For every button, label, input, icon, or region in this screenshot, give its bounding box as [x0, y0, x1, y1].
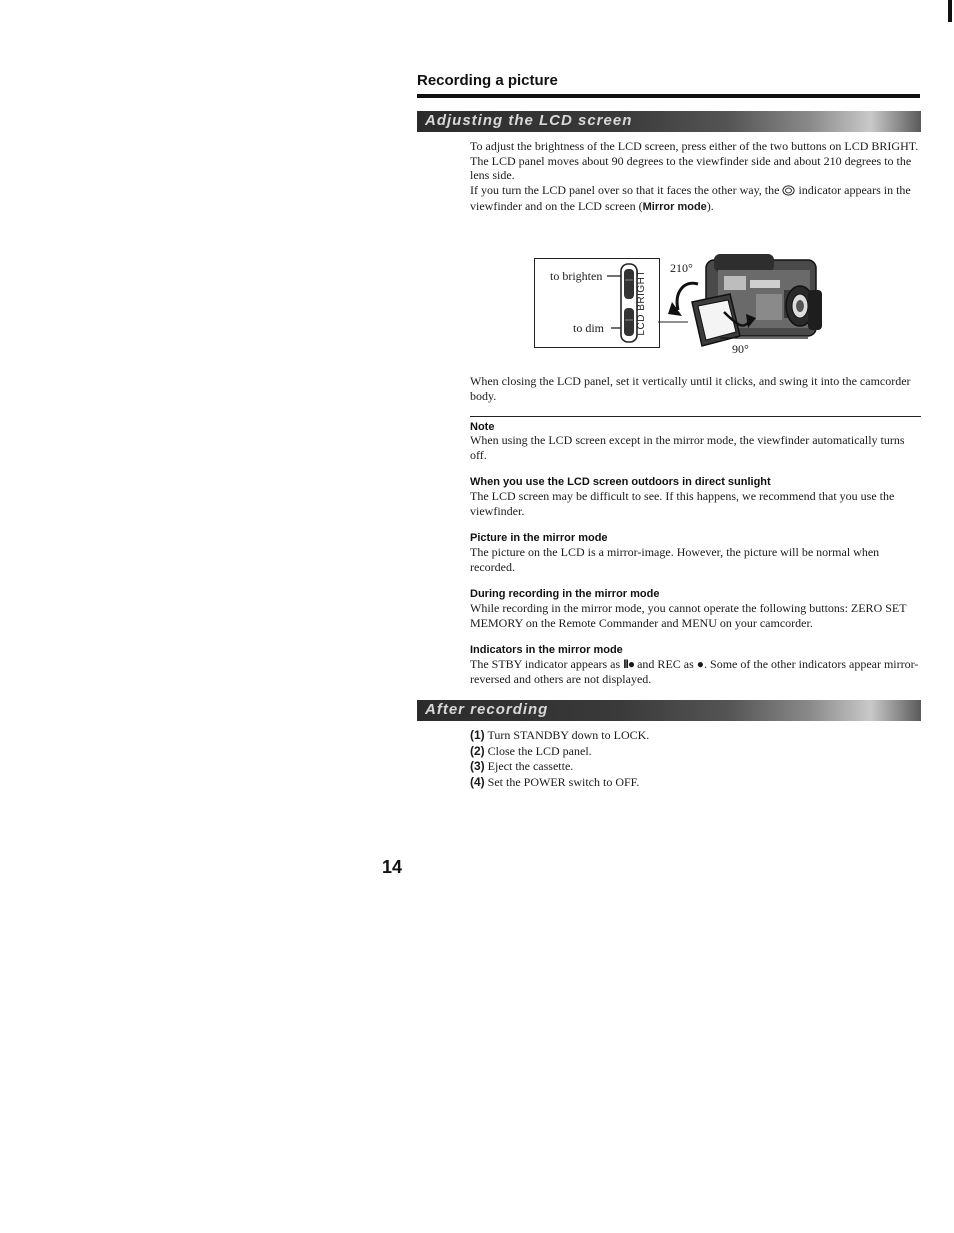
mirror-picture-heading: Picture in the mirror mode — [470, 532, 608, 544]
banner-title: After recording — [425, 701, 549, 718]
mirror-recording-text: While recording in the mirror mode, you cannot operate the following buttons: ZERO SET MEMORY on the Remote Commander and MENU on your camcorder. — [470, 601, 907, 630]
sunlight-heading: When you use the LCD screen outdoors in direct sunlight — [470, 476, 771, 488]
step-item: (1) Turn STANDBY down to LOCK. — [470, 728, 650, 742]
to-brighten-label: to brighten — [550, 269, 603, 283]
section-title: Recording a picture — [417, 72, 558, 89]
step-item: (2) Close the LCD panel. — [470, 743, 592, 758]
intro-paragraph-1: To adjust the brightness of the LCD screen, press either of the two buttons on LCD BRIGHT. — [470, 139, 919, 153]
section-banner-adjusting-lcd — [417, 111, 921, 132]
note-text: When using the LCD screen except in the mirror mode, the viewfinder automatically turns off. — [470, 433, 905, 462]
sunlight-text: The LCD screen may be difficult to see. If this happens, we recommend that you use the viewfinder. — [470, 489, 895, 518]
mirror-picture-text: The picture on the LCD is a mirror-image. However, the picture will be normal when recorded. — [470, 545, 880, 574]
intro-paragraph-2: The LCD panel moves about 90 degrees to the viewfinder side and about 210 degrees to the lens side. — [470, 153, 912, 182]
indicators-heading: Indicators in the mirror mode — [470, 644, 623, 656]
title-rule — [417, 94, 920, 98]
closing-paragraph: When closing the LCD panel, set it vertically until it clicks, and swing it into the camcorder body. — [470, 374, 911, 403]
step-item: (4) Set the POWER switch to OFF. — [470, 774, 640, 789]
camcorder-illustration — [658, 250, 830, 355]
stby-indicator-symbol: II● — [623, 657, 635, 671]
step-item: (3) Eject the cassette. — [470, 759, 574, 773]
rec-indicator-symbol: ● — [696, 657, 705, 671]
lcd-bright-label: LCD BRIGHT — [636, 270, 647, 336]
edge-mark — [948, 0, 952, 22]
angle-90-label: 90° — [732, 342, 749, 356]
note-divider — [470, 416, 921, 417]
intro-paragraph-3: If you turn the LCD panel over so that it faces the other way, the indicator appears in the viewfinder and on the LCD screen (Mirror mode). — [470, 182, 911, 213]
mirror-recording-heading: During recording in the mirror mode — [470, 588, 660, 600]
to-dim-label: to dim — [573, 321, 605, 335]
section-banner-after-recording — [417, 700, 921, 721]
indicators-text: The STBY indicator appears as II● and REC as ●. Some of the other indicators appear mirror-reversed and others are not displayed. — [470, 657, 919, 686]
intro-text — [470, 139, 922, 215]
after-recording-steps — [470, 728, 649, 790]
angle-210-label: 210° — [670, 261, 693, 275]
mirror-mode-icon — [782, 185, 795, 200]
note-heading: Note — [470, 421, 495, 433]
banner-title: Adjusting the LCD screen — [425, 112, 633, 129]
page-number: 14 — [382, 857, 403, 877]
